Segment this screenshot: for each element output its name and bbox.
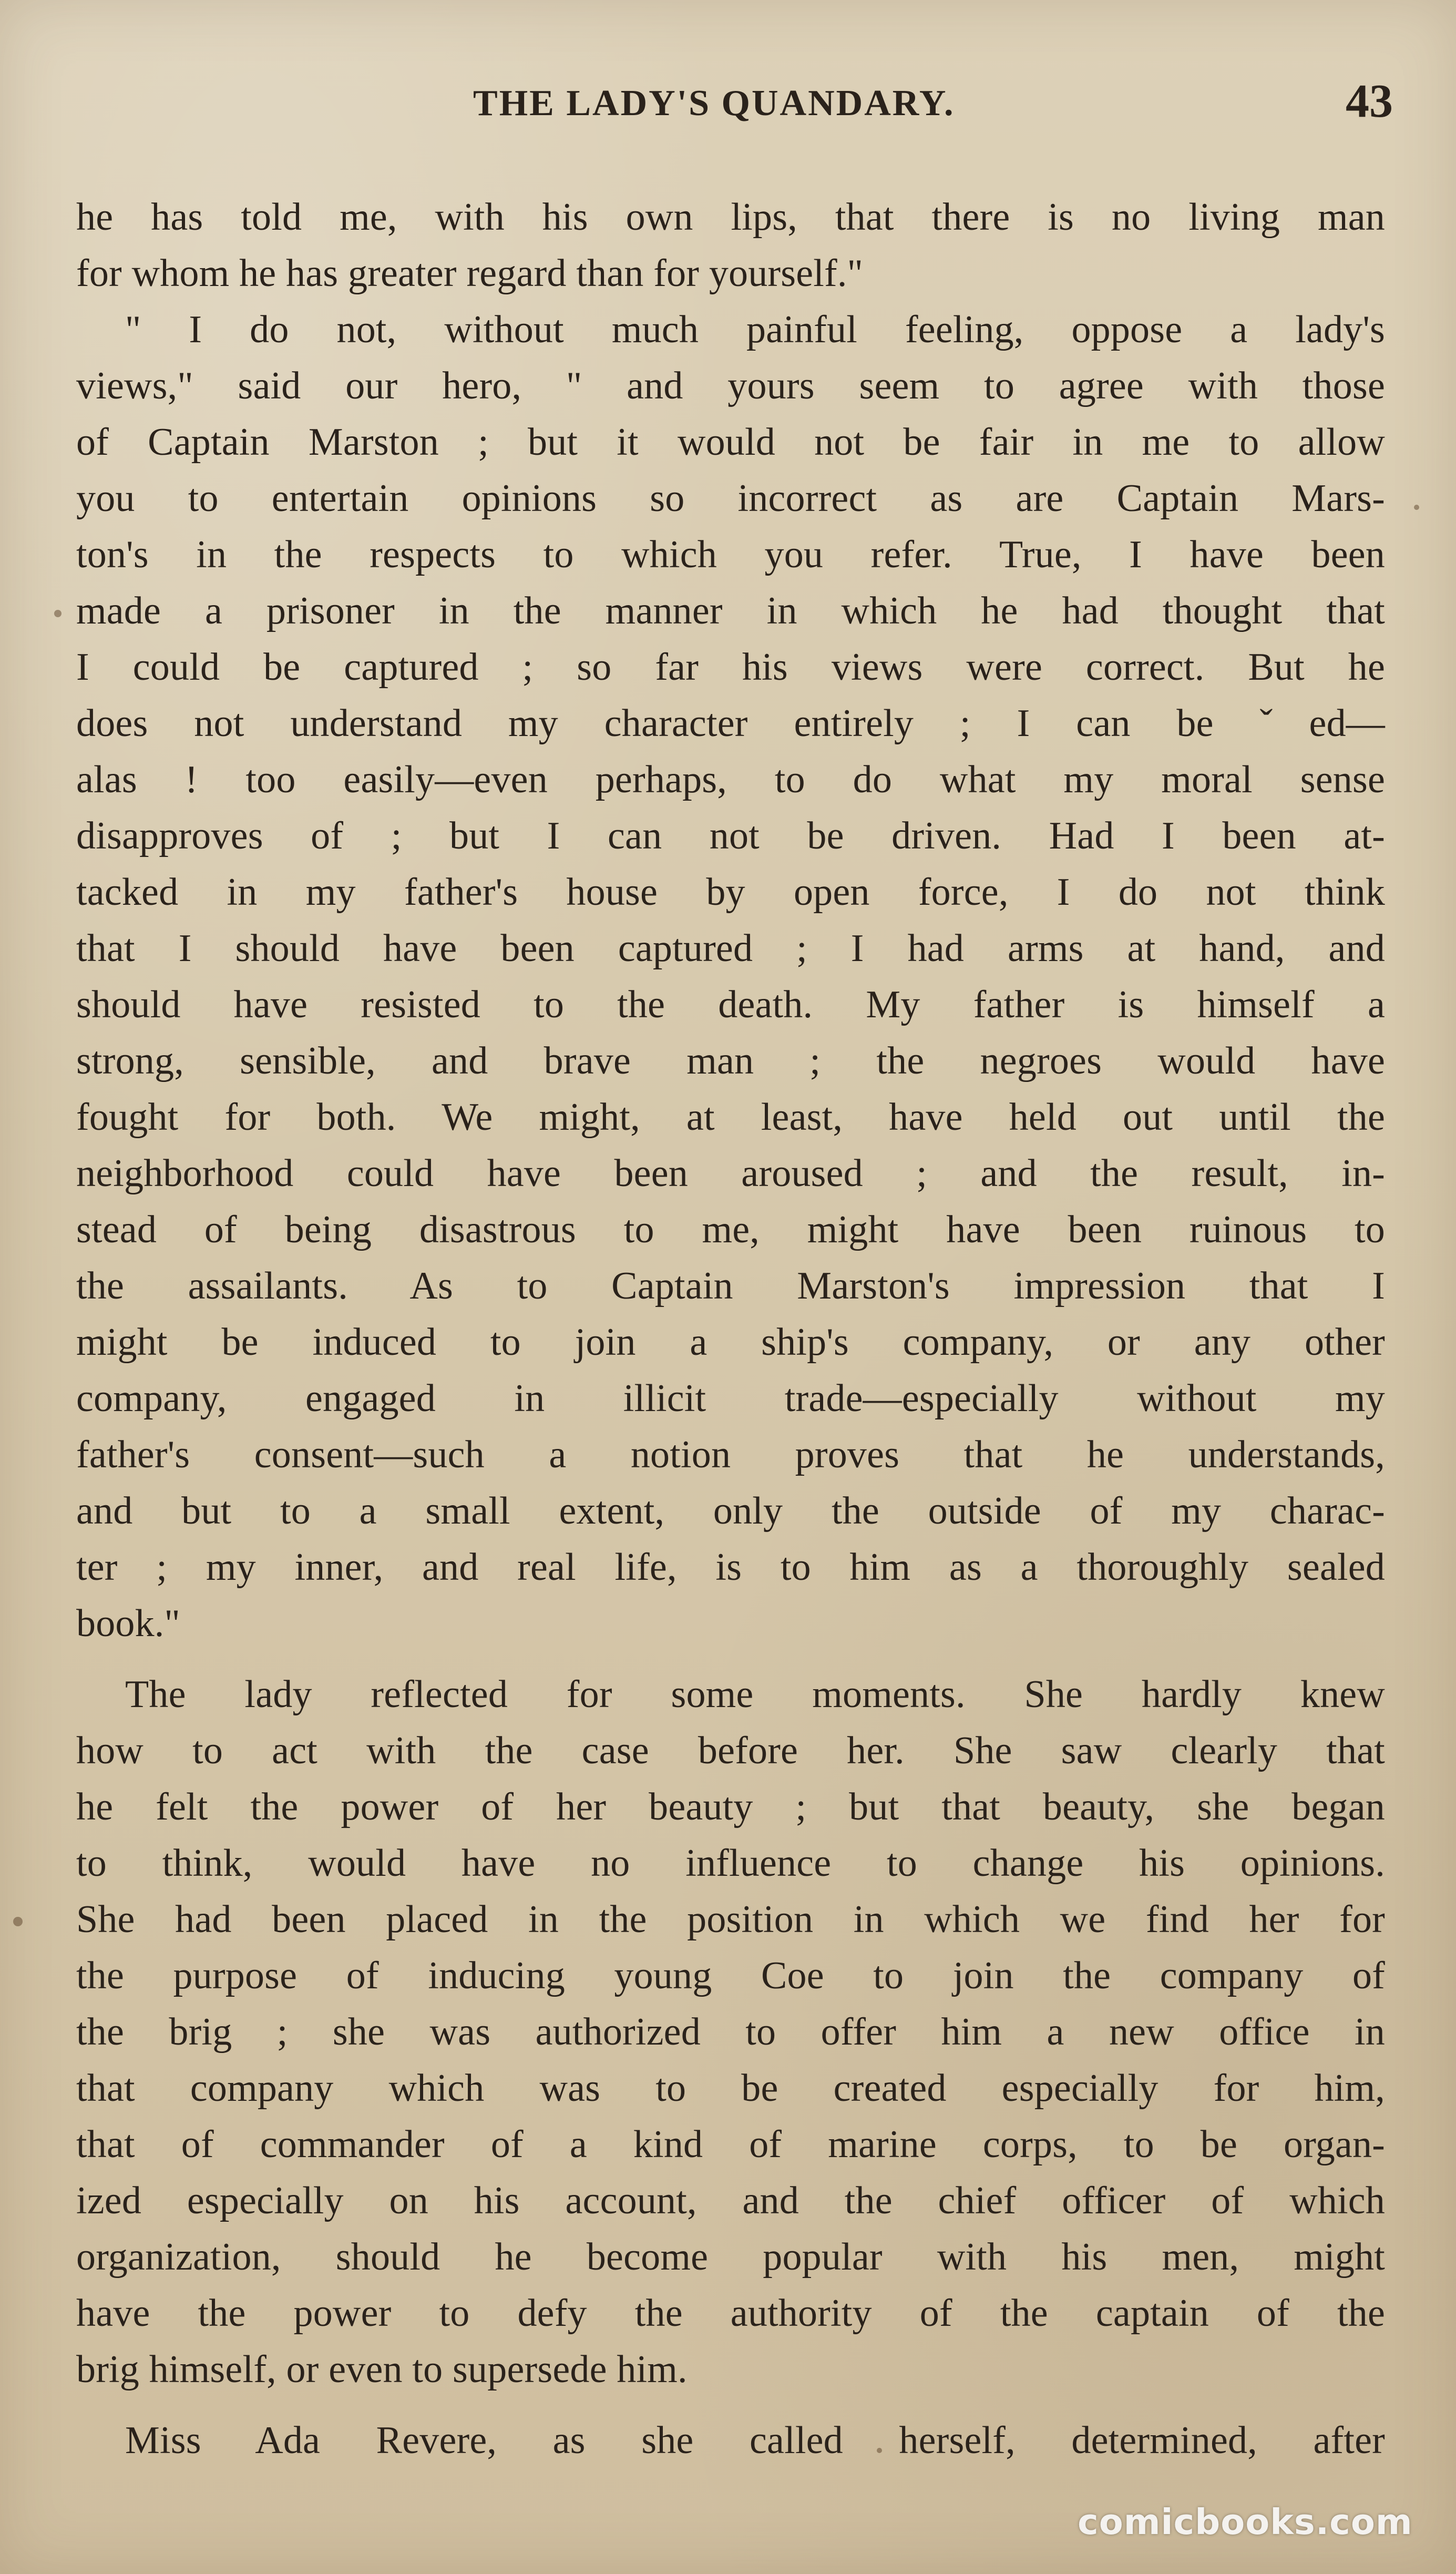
text-line: to think, would have no influence to change his opinions.	[76, 1842, 1385, 1885]
text-line: should have resisted to the death. My father is himself a	[76, 983, 1385, 1026]
text-line: tacked in my father's house by open force, I do not think	[76, 871, 1385, 914]
text-line: views," said our hero, " and yours seem to agree with those	[76, 364, 1385, 407]
print-speck	[54, 610, 61, 617]
text-line: " I do not, without much painful feeling, oppose a lady's	[125, 308, 1385, 351]
print-speck	[13, 1917, 23, 1926]
text-line: and but to a small extent, only the outside of my charac-	[76, 1489, 1385, 1533]
text-line: ton's in the respects to which you refer. True, I have been	[76, 533, 1385, 576]
page-header	[0, 64, 1456, 127]
text-line: have the power to defy the authority of the captain of the	[76, 2292, 1385, 2335]
text-line: the assailants. As to Captain Marston's impression that I	[76, 1264, 1385, 1308]
page-text	[76, 189, 1385, 2469]
text-line: the brig ; she was authorized to offer him a new office in	[76, 2010, 1385, 2054]
text-line: I could be captured ; so far his views were correct. But he	[76, 646, 1385, 689]
text-line: strong, sensible, and brave man ; the negroes would have	[76, 1039, 1385, 1082]
text-line: neighborhood could have been aroused ; and the result, in-	[76, 1152, 1385, 1195]
text-line: company, engaged in illicit trade—especially without my	[76, 1377, 1385, 1420]
print-speck	[1414, 505, 1419, 510]
text-line: disapproves of ; but I can not be driven. Had I been at-	[76, 814, 1385, 857]
text-line: for whom he has greater regard than for yourself."	[76, 252, 864, 295]
text-line: made a prisoner in the manner in which he had thought that	[76, 589, 1385, 632]
text-line: ized especially on his account, and the chief officer of which	[76, 2179, 1385, 2222]
paragraph-gap	[76, 1652, 1385, 1667]
text-line: alas ! too easily—even perhaps, to do what my moral sense	[76, 758, 1385, 801]
text-line: She had been placed in the position in which we find her for	[76, 1898, 1385, 1941]
running-title: THE LADY'S QUANDARY.	[473, 83, 955, 124]
text-line: book."	[76, 1602, 180, 1645]
text-line: might be induced to join a ship's company, or any other	[76, 1321, 1385, 1364]
text-line: organization, should he become popular with his men, might	[76, 2235, 1385, 2279]
text-line: stead of being disastrous to me, might have been ruinous to	[76, 1208, 1385, 1251]
text-line: you to entertain opinions so incorrect as are Captain Mars-	[76, 477, 1385, 520]
text-line: that I should have been captured ; I had arms at hand, and	[76, 927, 1385, 970]
text-line: that company which was to be created especially for him,	[76, 2067, 1385, 2110]
text-line: ter ; my inner, and real life, is to him as a thoroughly sealed	[76, 1546, 1385, 1589]
watermark: comicbooks.com	[1078, 2501, 1413, 2542]
text-line: fought for both. We might, at least, have held out until the	[76, 1096, 1385, 1139]
print-speck	[877, 2448, 882, 2453]
text-line: The lady reflected for some moments. She hardly knew	[125, 1673, 1385, 1716]
paragraph-gap	[76, 2398, 1385, 2413]
text-line: that of commander of a kind of marine corps, to be organ-	[76, 2123, 1385, 2166]
text-line: he has told me, with his own lips, that there is no living man	[76, 196, 1385, 239]
text-line: father's consent—such a notion proves that he understands,	[76, 1433, 1385, 1476]
text-line: the purpose of inducing young Coe to join the company of	[76, 1954, 1385, 1997]
text-line: of Captain Marston ; but it would not be fair in me to allow	[76, 421, 1385, 464]
text-line: brig himself, or even to supersede him.	[76, 2348, 688, 2391]
page-number: 43	[1346, 75, 1393, 127]
text-line: he felt the power of her beauty ; but that beauty, she began	[76, 1785, 1385, 1829]
text-line: does not understand my character entirely ; I can be ˇed—	[76, 702, 1385, 745]
text-line: how to act with the case before her. She saw clearly that	[76, 1729, 1385, 1772]
text-line: Miss Ada Revere, as she called herself, determined, after	[125, 2419, 1385, 2462]
